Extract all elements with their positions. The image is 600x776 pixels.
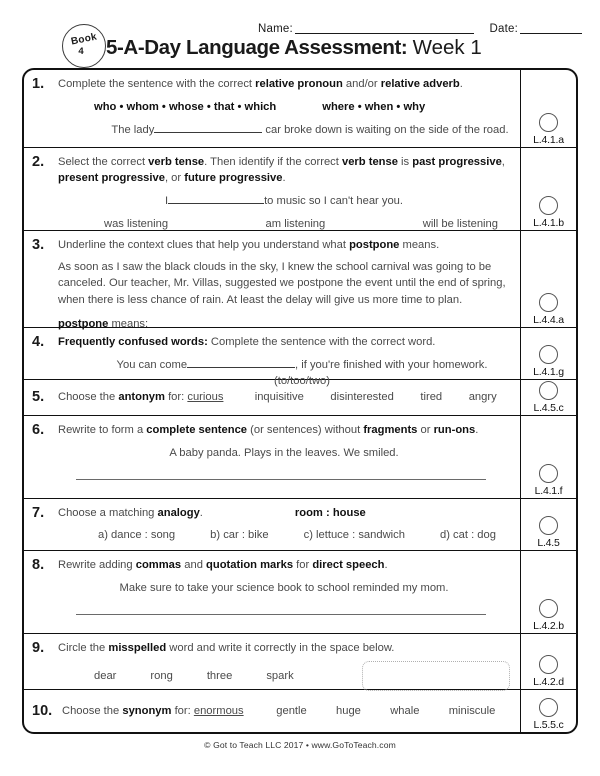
q1-wordbank-group-2: where • when • why bbox=[322, 101, 426, 114]
question-2-score-circle[interactable] bbox=[539, 196, 558, 215]
page-header bbox=[0, 0, 600, 62]
q10-lead-c: for: bbox=[171, 704, 194, 717]
question-6-standard bbox=[520, 416, 576, 498]
question-4-content bbox=[58, 334, 510, 388]
question-1-prompt bbox=[58, 76, 510, 92]
question-9-word-row bbox=[58, 661, 510, 691]
q2-prompt-c: . Then identify if the correct bbox=[204, 156, 342, 168]
question-10-score-circle[interactable] bbox=[539, 698, 558, 717]
question-5-standard-code: L.4.5.c bbox=[533, 402, 564, 414]
q6-prompt-c: (or sentences) without bbox=[247, 424, 364, 436]
question-row-9 bbox=[24, 634, 576, 690]
q2-choice-1[interactable]: was listening bbox=[104, 217, 169, 230]
q9-word-1[interactable]: dear bbox=[94, 670, 117, 683]
question-row-3 bbox=[24, 231, 576, 328]
question-2-sentence bbox=[58, 193, 510, 209]
question-3-standard-code: L.4.4.a bbox=[533, 314, 564, 326]
question-1-body bbox=[24, 70, 520, 147]
question-7-content bbox=[58, 505, 510, 544]
q6-prompt-f: run-ons bbox=[433, 424, 476, 436]
q2-prompt-h: present progressive bbox=[58, 172, 165, 185]
question-8-write-line[interactable] bbox=[76, 614, 486, 615]
q2-sentence-pre: I bbox=[164, 195, 169, 208]
date-label: Date: bbox=[489, 23, 518, 35]
page-title-week: Week 1 bbox=[412, 36, 482, 59]
q2-prompt-e: is bbox=[397, 156, 413, 168]
question-10-prompt bbox=[62, 703, 244, 719]
q4-sentence-pre: You can come bbox=[116, 359, 188, 372]
q10-option-4[interactable]: miniscule bbox=[448, 704, 496, 717]
question-row-6 bbox=[24, 416, 576, 499]
q1-prompt-b: relative pronoun bbox=[255, 78, 343, 90]
question-row-8 bbox=[24, 551, 576, 634]
question-4-standard-code: L.4.1.g bbox=[533, 366, 564, 378]
question-6-body bbox=[24, 416, 520, 498]
q1-prompt-d: relative adverb bbox=[380, 78, 460, 90]
question-row-5 bbox=[24, 380, 576, 416]
question-1-content bbox=[58, 76, 510, 141]
q7-analogy-pair: room : house bbox=[294, 507, 366, 519]
question-4-prompt bbox=[58, 334, 510, 350]
q8-prompt-g: . bbox=[384, 559, 388, 571]
book-badge bbox=[62, 24, 106, 68]
question-8-sentence: Make sure to take your science book to school reminded my mom. bbox=[119, 582, 449, 595]
page-title-main: 5-A-Day Language Assessment: bbox=[106, 36, 408, 59]
question-row-7 bbox=[24, 499, 576, 551]
question-row-10 bbox=[24, 690, 576, 732]
q2-prompt-a: Select the correct bbox=[58, 156, 149, 168]
question-8-score-circle[interactable] bbox=[539, 599, 558, 618]
worksheet-body bbox=[22, 68, 578, 734]
q7-option-c[interactable]: c) lettuce : sandwich bbox=[303, 529, 405, 542]
question-5-number: 5. bbox=[32, 389, 45, 406]
q6-prompt-b: complete sentence bbox=[146, 424, 248, 436]
question-4-standard bbox=[520, 328, 576, 379]
question-10-standard bbox=[520, 690, 576, 732]
question-8-standard-code: L.4.2.b bbox=[533, 620, 564, 632]
q1-answer-blank[interactable] bbox=[154, 132, 262, 133]
question-6-number: 6. bbox=[32, 422, 45, 438]
question-1-number: 1. bbox=[32, 76, 45, 92]
question-2-number: 2. bbox=[32, 154, 45, 170]
question-3-body bbox=[24, 231, 520, 330]
question-4-score-circle[interactable] bbox=[539, 345, 558, 364]
question-7-number: 7. bbox=[32, 505, 45, 521]
question-1-standard bbox=[520, 70, 576, 147]
q3-prompt-b: postpone bbox=[349, 239, 400, 251]
q1-wordbank-group-1: who • whom • whose • that • which bbox=[94, 101, 277, 114]
q7-option-b[interactable]: b) car : bike bbox=[210, 529, 269, 542]
q2-choice-2[interactable]: am listening bbox=[265, 217, 326, 230]
q3-means-label: means: bbox=[108, 317, 149, 330]
q7-prompt-b: analogy bbox=[157, 507, 200, 519]
question-5-content bbox=[58, 389, 510, 405]
question-row-1 bbox=[24, 70, 576, 148]
q9-prompt-c: word and write it correctly in the space below. bbox=[166, 642, 395, 654]
q8-prompt-b: commas bbox=[135, 559, 182, 571]
question-5-standard bbox=[520, 380, 576, 415]
question-5-options bbox=[223, 389, 510, 405]
question-2-body bbox=[24, 148, 520, 230]
question-2-standard bbox=[520, 148, 576, 230]
question-9-body bbox=[24, 634, 520, 689]
q6-prompt-a: Rewrite to form a bbox=[58, 424, 147, 436]
question-8-prompt bbox=[58, 557, 510, 573]
q2-prompt-d: verb tense bbox=[341, 156, 398, 168]
question-5-score-circle[interactable] bbox=[539, 381, 558, 400]
q2-choice-3[interactable]: will be listening bbox=[422, 217, 498, 230]
q2-prompt-f: past progressive bbox=[412, 156, 502, 168]
question-8-number: 8. bbox=[32, 557, 45, 573]
question-2-standard-code: L.4.1.b bbox=[533, 217, 564, 229]
question-8-content bbox=[58, 557, 510, 627]
q5-lead-a: Choose the bbox=[58, 391, 119, 404]
question-6-standard-code: L.4.1.f bbox=[534, 485, 563, 497]
q9-prompt-b: misspelled bbox=[108, 642, 167, 654]
question-7-standard bbox=[520, 499, 576, 550]
q3-prompt-c: means. bbox=[399, 239, 440, 251]
q2-sentence-post: to music so I can't hear you. bbox=[264, 195, 404, 208]
q2-prompt-i: , or bbox=[164, 172, 185, 185]
question-9-score-circle[interactable] bbox=[539, 655, 558, 674]
q2-prompt-b: verb tense bbox=[148, 156, 205, 168]
question-10-standard-code: L.5.5.c bbox=[533, 719, 564, 731]
question-3-number: 3. bbox=[32, 237, 45, 253]
q2-prompt-g: , bbox=[501, 156, 505, 168]
question-1-standard-code: L.4.1.a bbox=[533, 134, 564, 146]
question-10-options bbox=[244, 703, 510, 719]
page-footer: © Got to Teach LLC 2017 • www.GoToTeach.com bbox=[204, 740, 396, 750]
q5-lead-b: antonym bbox=[118, 391, 165, 404]
question-4-body bbox=[24, 328, 520, 388]
book-badge-line1: Book bbox=[69, 31, 98, 48]
question-10-content bbox=[62, 703, 510, 719]
q3-means-word: postpone bbox=[58, 317, 109, 330]
name-label: Name: bbox=[258, 23, 293, 35]
question-9-number: 9. bbox=[32, 640, 45, 656]
question-3-score-circle[interactable] bbox=[539, 293, 558, 312]
question-2-choices bbox=[58, 216, 510, 232]
q6-prompt-e: or bbox=[417, 424, 434, 436]
page-title bbox=[106, 36, 482, 60]
q9-word-2[interactable]: rong bbox=[150, 670, 173, 683]
q5-option-2[interactable]: disinterested bbox=[330, 391, 394, 404]
q8-prompt-f: direct speech bbox=[312, 559, 385, 571]
q7-prompt-c: . bbox=[199, 507, 203, 519]
name-write-line[interactable] bbox=[295, 22, 474, 34]
date-write-line[interactable] bbox=[520, 22, 582, 34]
question-1-word-bank bbox=[58, 99, 510, 115]
q1-prompt-a: Complete the sentence with the correct bbox=[58, 78, 256, 90]
book-badge-line2: 4 bbox=[78, 46, 84, 58]
question-8-standard bbox=[520, 551, 576, 633]
question-row-2 bbox=[24, 148, 576, 231]
q2-answer-blank[interactable] bbox=[168, 203, 264, 204]
question-6-sentence: A baby panda. Plays in the leaves. We smiled. bbox=[169, 447, 399, 460]
q9-word-4[interactable]: spark bbox=[266, 670, 294, 683]
q7-option-a[interactable]: a) dance : song bbox=[98, 529, 176, 542]
q3-prompt-a: Underline the context clues that help you understand what bbox=[58, 239, 350, 251]
question-10-body bbox=[24, 690, 520, 732]
name-date-line bbox=[258, 22, 582, 35]
q8-prompt-c: and bbox=[181, 559, 207, 571]
question-4-number: 4. bbox=[32, 334, 45, 350]
q5-option-4[interactable]: angry bbox=[468, 391, 497, 404]
q10-option-2[interactable]: huge bbox=[336, 704, 361, 717]
question-1-sentence bbox=[58, 122, 510, 138]
question-5-body bbox=[24, 380, 520, 415]
q5-option-3[interactable]: tired bbox=[420, 391, 443, 404]
q5-lead-c: for: bbox=[164, 391, 188, 404]
question-7-prompt-row bbox=[58, 505, 510, 521]
q8-prompt-a: Rewrite adding bbox=[58, 559, 136, 571]
question-7-body bbox=[24, 499, 520, 550]
question-row-4 bbox=[24, 328, 576, 388]
q1-sentence-pre: The lady bbox=[111, 124, 155, 137]
q5-option-1[interactable]: inquisitive bbox=[254, 391, 304, 404]
question-6-prompt bbox=[58, 422, 510, 438]
question-9-standard-code: L.4.2.d bbox=[533, 676, 564, 688]
q4-sentence-post: , if you're finished with your homework. (to/too/two) bbox=[274, 359, 488, 388]
question-7-standard-code: L.4.5 bbox=[537, 537, 560, 549]
q9-word-3[interactable]: three bbox=[206, 670, 233, 683]
question-6-score-circle[interactable] bbox=[539, 464, 558, 483]
question-9-words bbox=[94, 668, 294, 684]
q4-prompt-b: Complete the sentence with the correct word. bbox=[207, 336, 436, 348]
q8-prompt-e: for bbox=[293, 559, 313, 571]
question-3-content bbox=[58, 237, 510, 330]
q7-option-d[interactable]: d) cat : dog bbox=[439, 529, 496, 542]
q1-prompt-c: and/or bbox=[342, 78, 381, 90]
question-3-paragraph[interactable]: As soon as I saw the black clouds in the sky, I knew the school carnival was going to be canceled. Our teacher, Mr. Villas, suggested we postpone the event until the end of spring, when there is less chance of rain. At least the delay will give us more time to plan. bbox=[58, 261, 506, 306]
question-3-prompt bbox=[58, 237, 510, 253]
question-3-standard bbox=[520, 231, 576, 327]
q10-option-1[interactable]: gentle bbox=[276, 704, 307, 717]
question-8-body bbox=[24, 551, 520, 633]
question-9-content bbox=[58, 640, 510, 683]
question-6-content bbox=[58, 422, 510, 492]
q10-target-word: enormous bbox=[193, 704, 244, 717]
q5-target-word: curious bbox=[187, 391, 224, 404]
q8-prompt-d: quotation marks bbox=[206, 559, 294, 571]
q2-prompt-k: . bbox=[282, 172, 286, 185]
q4-answer-blank[interactable] bbox=[187, 367, 295, 368]
q4-prompt-a: Frequently confused words: bbox=[58, 336, 208, 348]
question-2-prompt bbox=[58, 154, 510, 186]
question-9-standard bbox=[520, 634, 576, 689]
question-10-number: 10. bbox=[32, 702, 53, 719]
q6-prompt-g: . bbox=[475, 424, 479, 436]
q1-sentence-post: car broke down is waiting on the side of the road. bbox=[265, 124, 509, 137]
question-7-score-circle[interactable] bbox=[539, 516, 558, 535]
q10-lead-b: synonym bbox=[122, 704, 172, 717]
q2-prompt-j: future progressive bbox=[184, 172, 283, 185]
question-5-prompt bbox=[58, 389, 223, 405]
question-1-score-circle[interactable] bbox=[539, 113, 558, 132]
q6-prompt-d: fragments bbox=[363, 424, 418, 436]
q7-prompt-a: Choose a matching bbox=[58, 507, 158, 519]
question-6-write-line[interactable] bbox=[76, 479, 486, 480]
q10-option-3[interactable]: whale bbox=[390, 704, 420, 717]
question-9-answer-box[interactable] bbox=[362, 661, 510, 691]
q9-prompt-a: Circle the bbox=[58, 642, 109, 654]
q10-lead-a: Choose the bbox=[62, 704, 123, 717]
question-7-options bbox=[58, 527, 510, 543]
question-9-prompt bbox=[58, 640, 510, 656]
question-2-content bbox=[58, 154, 510, 230]
q1-prompt-e: . bbox=[459, 78, 463, 90]
